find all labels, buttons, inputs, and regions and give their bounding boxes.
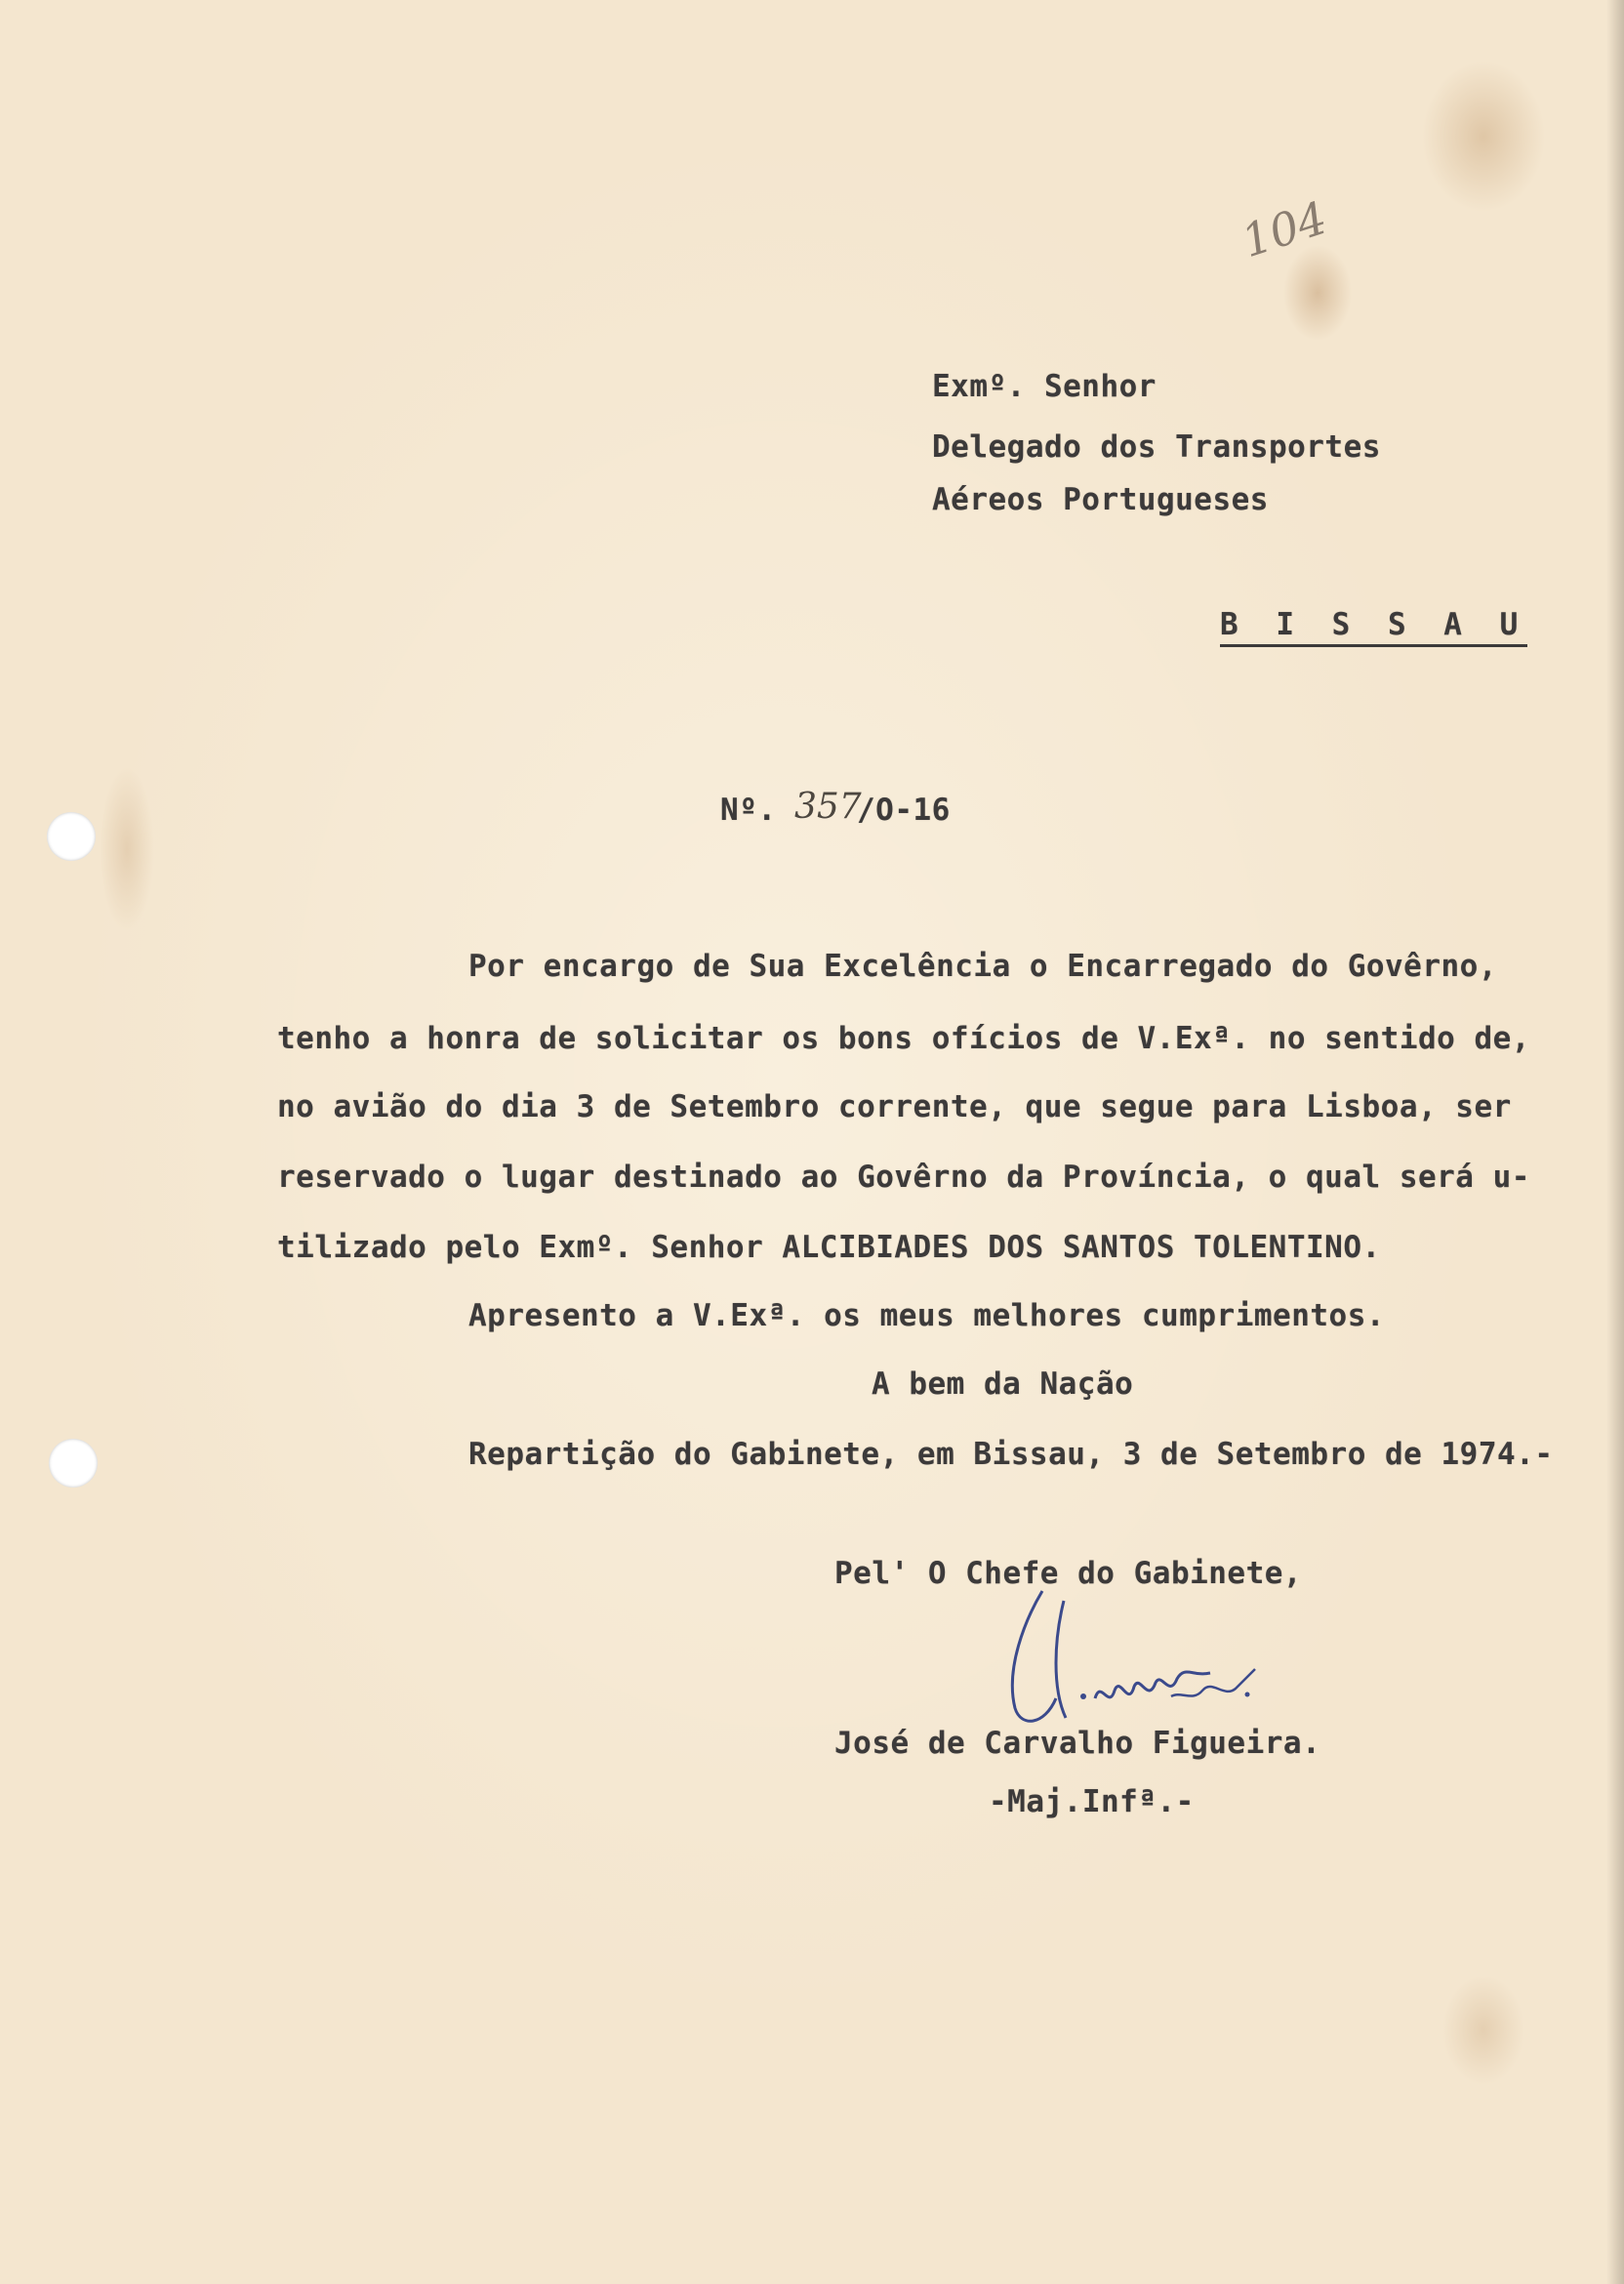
signature-stroke-3 xyxy=(1095,1672,1210,1698)
signature-dot xyxy=(1080,1693,1086,1699)
signature-stroke-1 xyxy=(1012,1591,1056,1721)
reference-number-handwritten: 357 xyxy=(794,787,862,827)
body-line-5: tilizado pelo Exmº. Senhor ALCIBIADES DOS SANTOS TOLENTINO. xyxy=(277,1230,1381,1265)
addressee-line1: Delegado dos Transportes xyxy=(932,429,1381,465)
page-edge-shadow xyxy=(1606,0,1624,2284)
signatory-name: José de Carvalho Figueira. xyxy=(834,1726,1321,1761)
punch-hole-top xyxy=(47,812,96,861)
addressee-line2: Aéreos Portugueses xyxy=(932,482,1269,517)
signature-stroke-2 xyxy=(1056,1601,1066,1718)
addressee-salutation: Exmº. Senhor xyxy=(932,369,1157,404)
reference-suffix: /O-16 xyxy=(857,793,951,828)
body-line-3: no avião do dia 3 de Setembro corrente, que segue para Lisboa, ser xyxy=(277,1089,1512,1124)
body-line-1: Por encargo de Sua Excelência o Encarregado do Govêrno, xyxy=(468,949,1497,984)
punch-hole-bottom xyxy=(49,1439,98,1488)
place-date-line: Repartição do Gabinete, em Bissau, 3 de Setembro de 1974.- xyxy=(468,1437,1554,1472)
signature-dot-2 xyxy=(1245,1693,1250,1697)
motto-line: A bem da Nação xyxy=(872,1366,1134,1402)
page-number-mark: 104 xyxy=(1235,190,1334,268)
signatory-rank: -Maj.Infª.- xyxy=(989,1784,1195,1819)
on-behalf-line: Pel' O Chefe do Gabinete, xyxy=(834,1556,1303,1591)
body-line-2: tenho a honra de solicitar os bons ofícios de V.Exª. no sentido de, xyxy=(277,1021,1530,1056)
body-line-4: reservado o lugar destinado ao Govêrno da Província, o qual será u- xyxy=(277,1160,1530,1195)
reference-prefix: Nº. xyxy=(720,793,777,828)
closing-line: Apresento a V.Exª. os meus melhores cumprimentos. xyxy=(468,1298,1386,1333)
addressee-city: B I S S A U xyxy=(1220,607,1527,647)
